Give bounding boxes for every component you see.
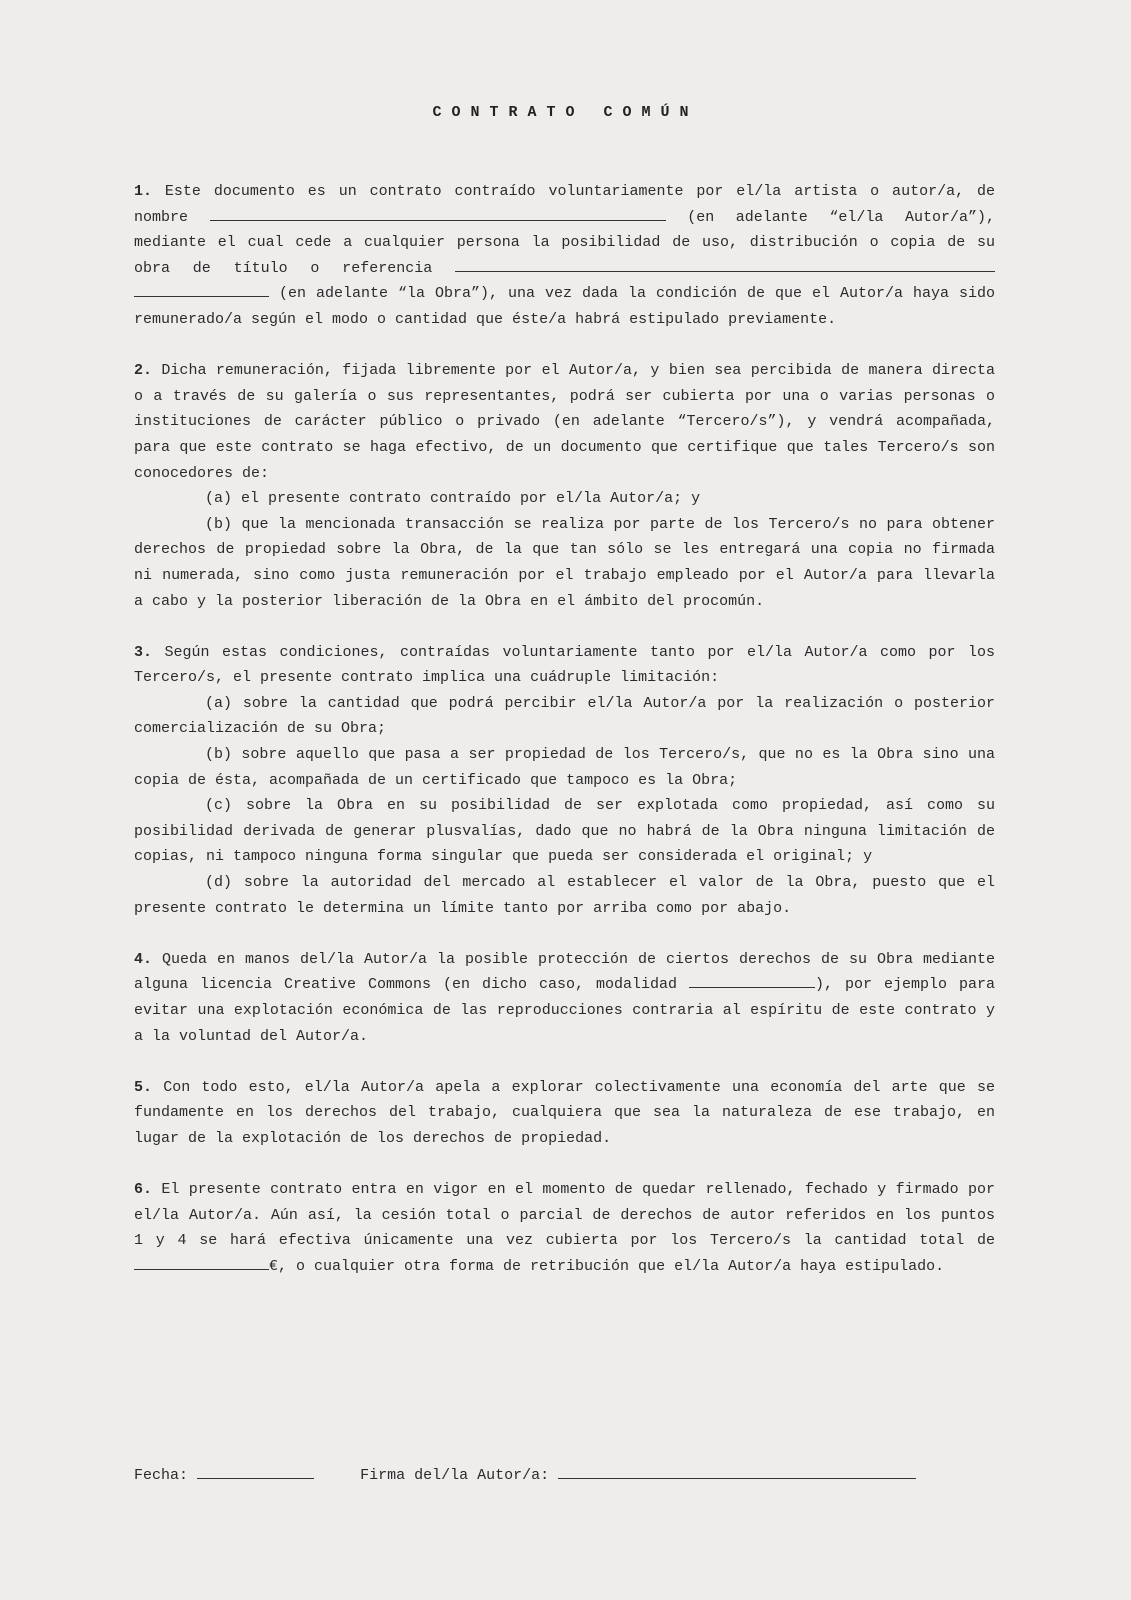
clause-text: (en adelante “la Obra”), una vez dada la condición de que el Autor/a haya sido remunerado/a según el modo o cantidad que éste/a habrá estipulado previamente.: [134, 285, 995, 328]
clause-text: (en adelante “el/la Autor/a”), mediante el cual cede a cualquier persona la posibilidad de uso, distribución o copia de su obra de título o referencia: [134, 208, 996, 277]
total-amount-blank[interactable]: [134, 1254, 269, 1270]
clause-5: [134, 1075, 995, 1152]
clause-number: 4.: [134, 950, 153, 968]
signature-label: Firma del/la Autor/a:: [360, 1467, 550, 1484]
clause-text: ), por ejemplo para evitar una explotación económica de las reproducciones contraria al espíritu de este contrato y a la voluntad del Autor/a.: [134, 976, 995, 1045]
clause-2-item-b: (b) que la mencionada transacción se realiza por parte de los Tercero/s no para obtener derechos de propiedad sobre la Obra, de la que tan sólo se les entregará una copia no firmada ni numerada, sino como justa remuneración por el trabajo empleado por el Autor/a para llevarla a cabo y la posterior liberación de la Obra en el ámbito del procomún.: [134, 515, 995, 610]
clause-number: 5.: [134, 1078, 153, 1096]
clause-6: [134, 1177, 995, 1279]
work-title-blank[interactable]: [455, 256, 995, 272]
signature-blank[interactable]: [558, 1463, 916, 1479]
clause-3-item-c: (c) sobre la Obra en su posibilidad de ser explotada como propiedad, así como su posibilidad derivada de generar plusvalías, dado que no habrá de la Obra ninguna limitación de copias, ni tampoco ninguna forma singular que pueda ser considerada el original; y: [134, 797, 995, 866]
clause-number: 1.: [134, 183, 153, 200]
clause-text: Dicha remuneración, fijada libremente por el Autor/a, y bien sea percibida de manera directa o a través de su galería o sus representantes, podrá ser cubierta por una o varias personas o instituciones de carácter público o privado (en adelante “Tercero/s”), y vendrá acompañada, para que este contrato se haga efectivo, de un documento que certifique que tales Tercero/s son conocedores de:: [134, 362, 995, 482]
clause-number: 6.: [134, 1181, 153, 1199]
clause-4: [134, 947, 995, 1049]
work-title-blank-continued[interactable]: [134, 281, 269, 297]
clause-text: El presente contrato entra en vigor en el momento de quedar rellenado, fechado y firmado por el/la Autor/a. Aún así, la cesión total o parcial de derechos de autor referidos en los puntos 1 y 4 se hará efectiva únicamente una vez cubierta por los Tercero/s la cantidad total de: [134, 1181, 995, 1250]
clause-3-item-b: (b) sobre aquello que pasa a ser propiedad de los Tercero/s, que no es la Obra sino una copia de ésta, acompañada de un certificado que tampoco es la Obra;: [134, 746, 995, 789]
author-name-blank[interactable]: [210, 205, 666, 221]
clause-3-item-d: (d) sobre la autoridad del mercado al establecer el valor de la Obra, puesto que el presente contrato le determina un límite tanto por arriba como por abajo.: [134, 874, 995, 917]
document-title: CONTRATO COMÚN: [432, 104, 699, 121]
clause-1: [134, 179, 995, 333]
clause-2-item-a: (a) el presente contrato contraído por el/la Autor/a; y: [205, 490, 701, 508]
date-label: Fecha:: [134, 1467, 189, 1484]
clause-text: Queda en manos del/la Autor/a la posible protección de ciertos derechos de su Obra mediante alguna licencia Creative Commons (en dicho caso, modalidad: [134, 950, 995, 994]
clause-text: Según estas condiciones, contraídas voluntariamente tanto por el/la Autor/a como por los Tercero/s, el presente contrato implica una cuádruple limitación:: [134, 643, 995, 687]
signature-footer: [134, 1463, 916, 1486]
contract-body: [134, 179, 995, 1305]
clause-number: 3.: [134, 643, 153, 661]
clause-3: [134, 640, 995, 691]
clause-text: €, o cualquier otra forma de retribución que el/la Autor/a haya estipulado.: [269, 1257, 945, 1275]
date-blank[interactable]: [197, 1463, 314, 1479]
clause-2: [134, 358, 995, 486]
clause-text: Este documento es un contrato contraído voluntariamente por el/la artista o autor/a, de nombre: [134, 183, 995, 226]
clause-3-item-a: (a) sobre la cantidad que podrá percibir el/la Autor/a por la realización o posterior comercialización de su Obra;: [134, 694, 995, 738]
license-modality-blank[interactable]: [689, 972, 815, 988]
clause-number: 2.: [134, 362, 153, 380]
clause-text: Con todo esto, el/la Autor/a apela a explorar colectivamente una economía del arte que se fundamente en los derechos del trabajo, cualquiera que sea la naturaleza de ese trabajo, en lugar de la explotación de los derechos de propiedad.: [134, 1078, 995, 1147]
